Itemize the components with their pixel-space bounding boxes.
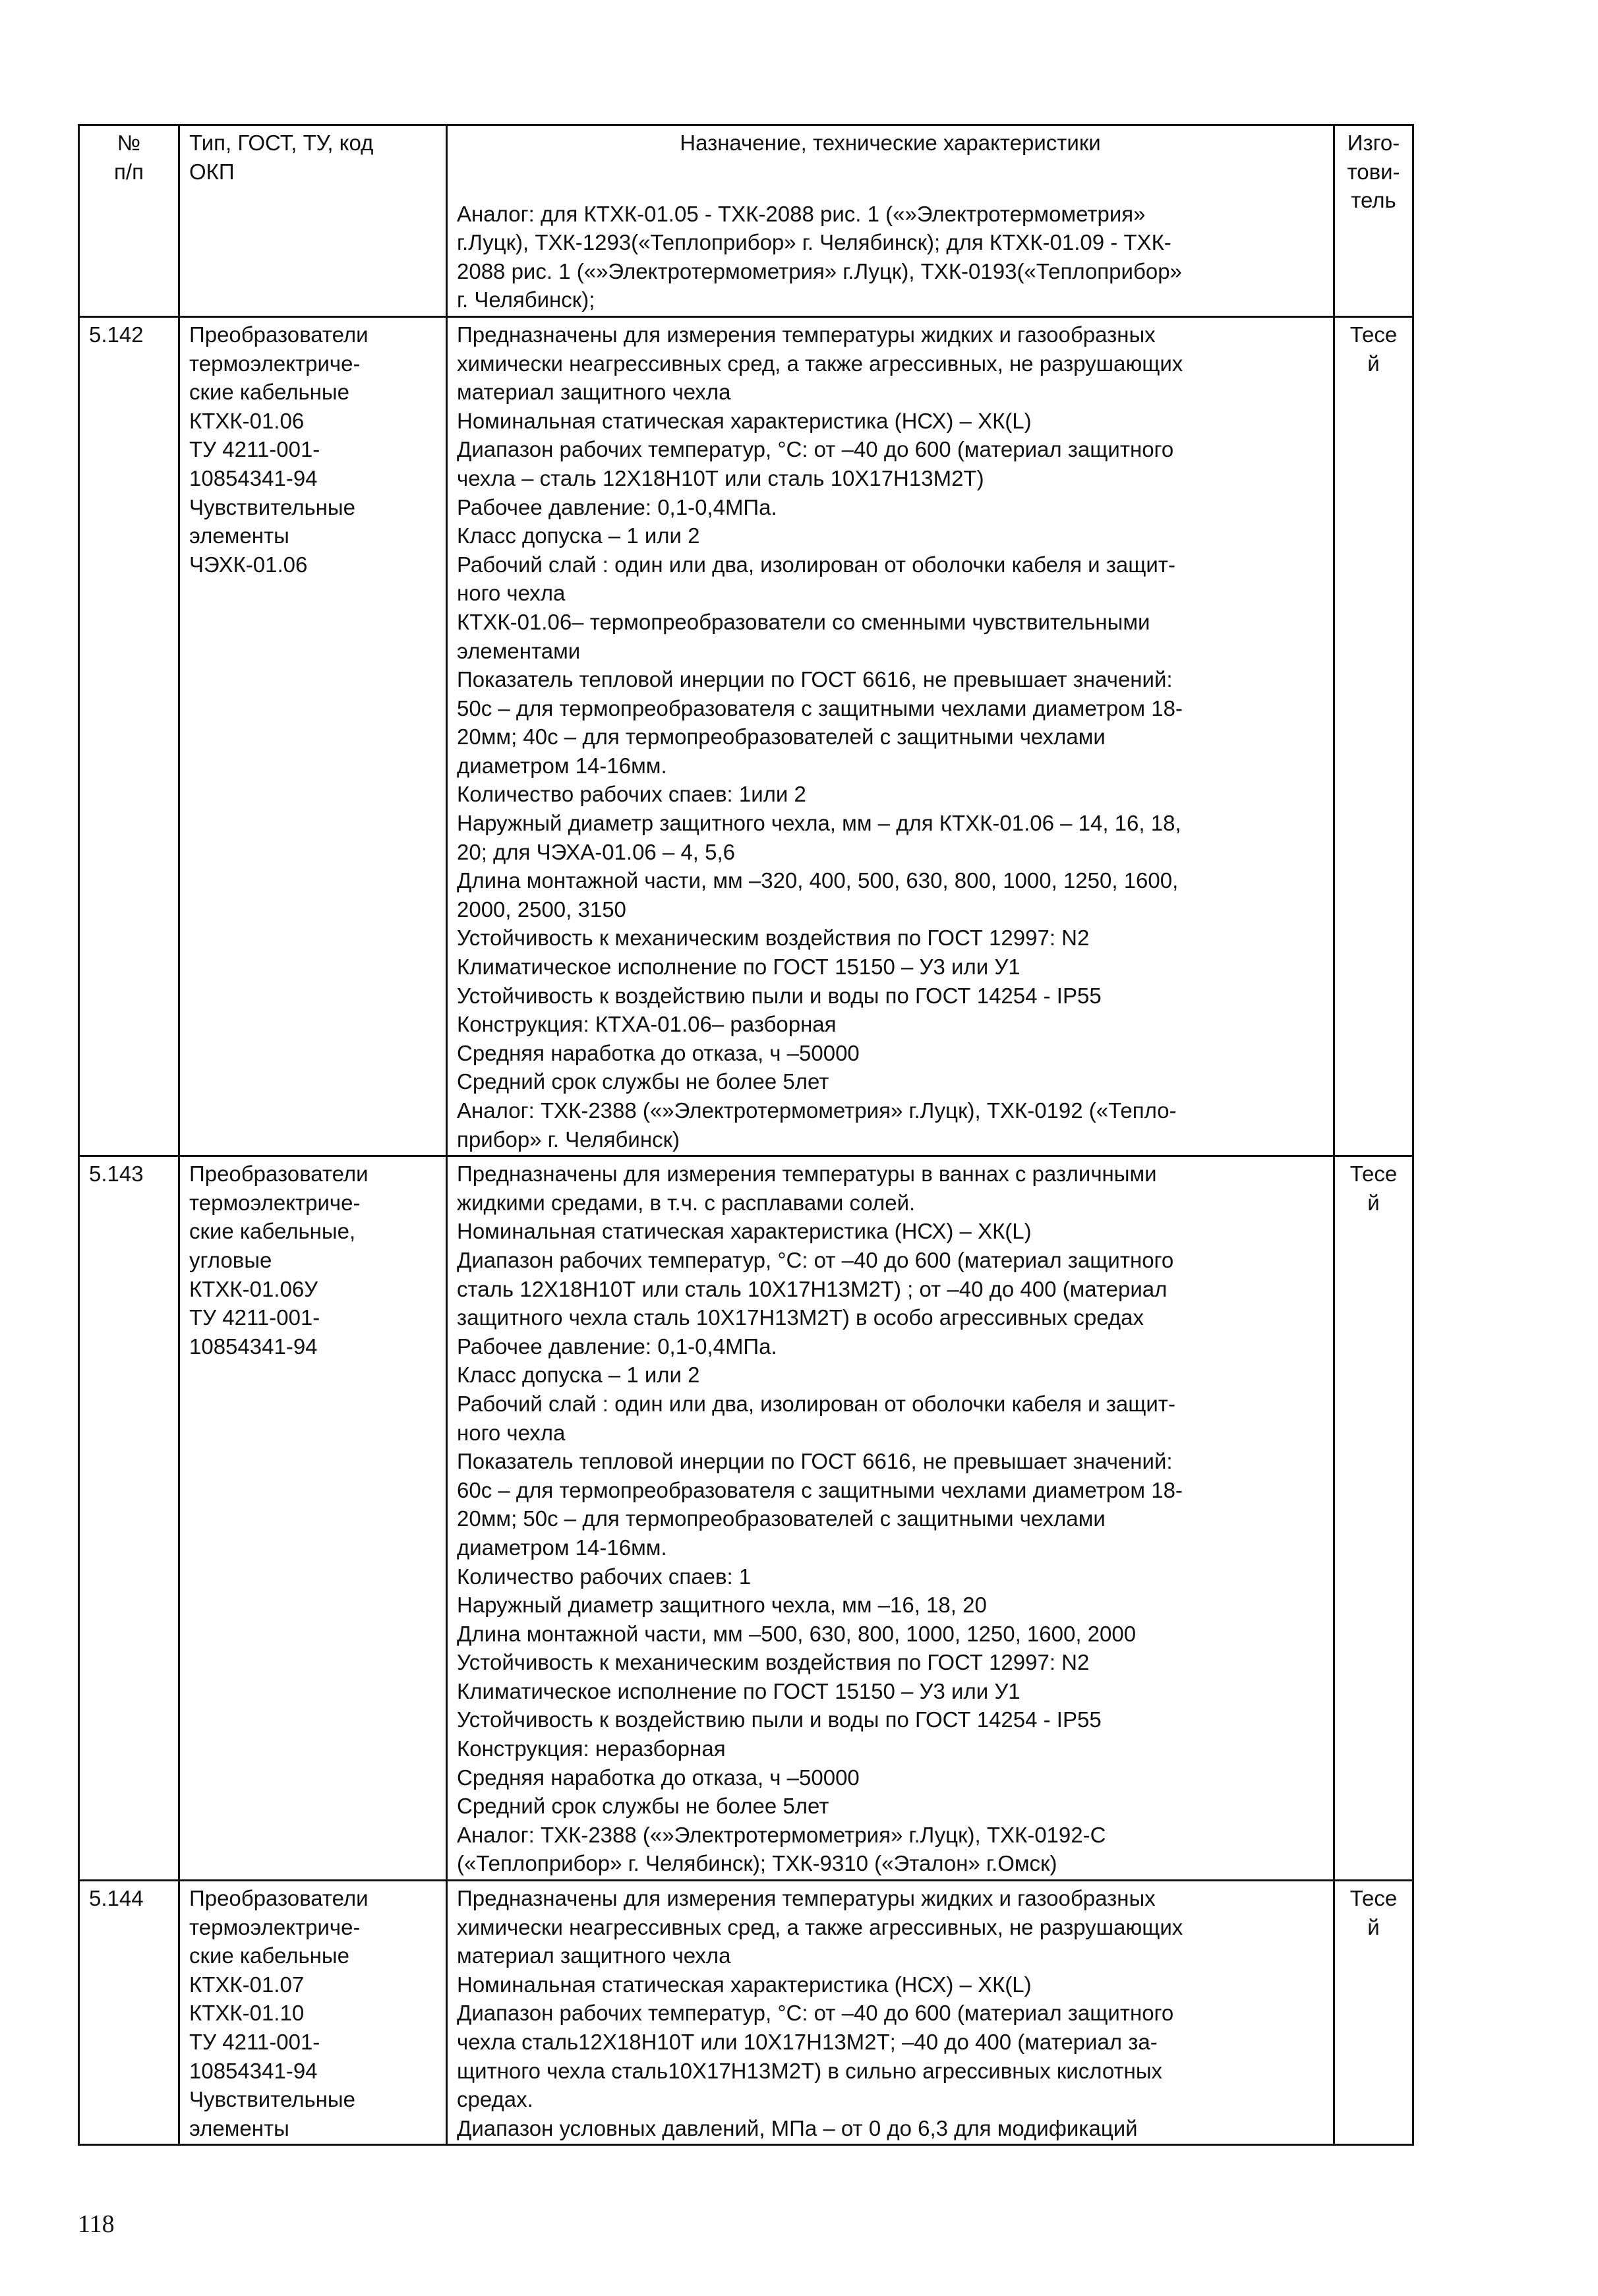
text-line: диаметром 14-16мм. bbox=[457, 753, 667, 778]
text-line: 20мм; 50с – для термопреобразователей с защитными чехлами bbox=[457, 1506, 1106, 1531]
text-line: ские кабельные bbox=[189, 380, 349, 405]
continued-analog-text: Аналог: для КТХК-01.05 - ТХК-2088 рис. 1 («»Электротермометрия» г.Луцк), ТХК-1293(«Теплоприбор» г. Челябинск); для КТХК-01.09 - ТХК- 2088 рис. 1 («»Электротермометрия» г.Луцк), ТХК-0193(«Теплоприбор» г. Челябинск); bbox=[457, 201, 1182, 312]
text-line: Класс допуска – 1 или 2 bbox=[457, 523, 700, 548]
text-line: элементы bbox=[189, 523, 289, 548]
text-line: Количество рабочих спаев: 1или 2 bbox=[457, 782, 806, 807]
text-line: щитного чехла сталь10Х17Н13М2Т) в сильно агрессивных кислотных bbox=[457, 2058, 1163, 2083]
text-line: защитного чехла сталь 10Х17Н13М2Т) в особо агрессивных средах bbox=[457, 1305, 1144, 1330]
text-line: Преобразователи bbox=[189, 1162, 369, 1187]
text-line: 2000, 2500, 3150 bbox=[457, 897, 626, 922]
text-line: Предназначены для измерения температуры жидких и газообразных bbox=[457, 1886, 1156, 1911]
text-line: Рабочее давление: 0,1-0,4МПа. bbox=[457, 1334, 777, 1359]
text-line: Рабочий слай : один или два, изолирован от оболочки кабеля и защит- bbox=[457, 552, 1175, 577]
text-line: Предназначены для измерения температуры в ваннах с различными bbox=[457, 1162, 1157, 1187]
text-line: Номинальная статическая характеристика (НСХ) – ХК(L) bbox=[457, 1219, 1032, 1244]
text-line: Устойчивость к механическим воздействия по ГОСТ 12997: N2 bbox=[457, 1650, 1090, 1675]
text-line: ТУ 4211-001- bbox=[189, 2030, 320, 2054]
text-line: диаметром 14-16мм. bbox=[457, 1535, 667, 1560]
text-line: 20мм; 40с – для термопреобразователей с защитными чехлами bbox=[457, 724, 1106, 750]
text-line: химически неагрессивных сред, а также агрессивных, не разрушающих bbox=[457, 1914, 1183, 1939]
header-desc-title: Назначение, технические характеристики bbox=[680, 131, 1101, 155]
text-line: ские кабельные, bbox=[189, 1219, 356, 1244]
header-no: № п/п bbox=[79, 125, 179, 317]
text-line: («Теплоприбор» г. Челябинск); ТХК-9310 («Эталон» г.Омск) bbox=[457, 1851, 1057, 1876]
text-line: элементы bbox=[189, 2115, 289, 2140]
table-row bbox=[79, 1156, 1413, 1881]
text-line: Предназначены для измерения температуры жидких и газообразных bbox=[457, 322, 1156, 347]
text-line: Чувствительные bbox=[189, 2087, 355, 2112]
text-line: ЧЭХК-01.06 bbox=[189, 552, 308, 577]
text-line: Преобразователи bbox=[189, 322, 369, 347]
row-manufacturer: Тесей bbox=[1334, 316, 1413, 1156]
text-line: 60с – для термопреобразователя с защитными чехлами диаметром 18- bbox=[457, 1477, 1183, 1502]
row-description bbox=[447, 1881, 1334, 2145]
text-line: Диапазон условных давлений, МПа – от 0 до 6,3 для модификаций bbox=[457, 2115, 1138, 2140]
text-line: Аналог: ТХК-2388 («»Электротермометрия» г.Луцк), ТХК-0192-С bbox=[457, 1822, 1106, 1847]
text-line: КТХК-01.10 bbox=[189, 2001, 305, 2026]
text-line: Чувствительные bbox=[189, 494, 355, 519]
text-line: Показатель тепловой инерции по ГОСТ 6616, не превышает значений: bbox=[457, 1449, 1173, 1474]
text-line: Климатическое исполнение по ГОСТ 15150 – У3 или У1 bbox=[457, 1678, 1021, 1703]
text-line: 20; для ЧЭХА-01.06 – 4, 5,6 bbox=[457, 839, 736, 864]
text-line: КТХК-01.06 bbox=[189, 408, 305, 433]
text-line: Диапазон рабочих температур, °С: от –40 до 600 (материал защитного bbox=[457, 437, 1174, 462]
text-line: угловые bbox=[189, 1247, 272, 1272]
text-line: материал защитного чехла bbox=[457, 1943, 731, 1968]
text-line: Устойчивость к воздействию пыли и воды по ГОСТ 14254 - IP55 bbox=[457, 983, 1102, 1008]
text-line: Конструкция: неразборная bbox=[457, 1736, 726, 1761]
row-number: 5.142 bbox=[79, 316, 179, 1156]
text-line: Средняя наработка до отказа, ч –50000 bbox=[457, 1765, 860, 1790]
text-line: Класс допуска – 1 или 2 bbox=[457, 1363, 700, 1388]
row-number: 5.144 bbox=[79, 1881, 179, 2145]
text-line: ТУ 4211-001- bbox=[189, 1305, 320, 1330]
text-line: Длина монтажной части, мм –320, 400, 500, 630, 800, 1000, 1250, 1600, bbox=[457, 868, 1179, 893]
text-line: Номинальная статическая характеристика (НСХ) – ХК(L) bbox=[457, 1972, 1032, 1997]
text-line: 50с – для термопреобразователя с защитными чехлами диаметром 18- bbox=[457, 695, 1183, 721]
table-row bbox=[79, 1881, 1413, 2145]
text-line: элементами bbox=[457, 638, 581, 663]
text-line: Устойчивость к воздействию пыли и воды по ГОСТ 14254 - IP55 bbox=[457, 1707, 1102, 1732]
text-line: материал защитного чехла bbox=[457, 380, 731, 405]
text-line: КТХК-01.06У bbox=[189, 1276, 318, 1301]
page-number: 118 bbox=[78, 2210, 115, 2238]
text-line: 10854341-94 bbox=[189, 465, 318, 490]
header-type: Тип, ГОСТ, ТУ, код ОКП bbox=[179, 125, 447, 317]
text-line: ного чехла bbox=[457, 581, 566, 606]
row-type bbox=[179, 1881, 447, 2145]
text-line: Показатель тепловой инерции по ГОСТ 6616, не превышает значений: bbox=[457, 667, 1173, 692]
row-type bbox=[179, 316, 447, 1156]
header-row bbox=[79, 125, 1413, 317]
text-line: Преобразователи bbox=[189, 1886, 369, 1911]
text-line: термоэлектриче- bbox=[189, 1190, 361, 1215]
text-line: Средний срок службы не более 5лет bbox=[457, 1794, 829, 1819]
text-line: 10854341-94 bbox=[189, 2058, 318, 2083]
text-line: 10854341-94 bbox=[189, 1334, 318, 1359]
text-line: термоэлектриче- bbox=[189, 351, 361, 376]
table-row bbox=[79, 316, 1413, 1156]
text-line: химически неагрессивных сред, а также агрессивных, не разрушающих bbox=[457, 351, 1183, 376]
text-line: Номинальная статическая характеристика (НСХ) – ХК(L) bbox=[457, 408, 1032, 433]
text-line: сталь 12Х18Н10Т или сталь 10Х17Н13М2Т) ; от –40 до 400 (материал bbox=[457, 1276, 1168, 1301]
text-line: КТХК-01.06– термопреобразователи со сменными чувствительными bbox=[457, 609, 1150, 634]
spec-table bbox=[78, 124, 1414, 2146]
text-line: термоэлектриче- bbox=[189, 1914, 361, 1939]
text-line: Устойчивость к механическим воздействия по ГОСТ 12997: N2 bbox=[457, 926, 1090, 951]
row-number: 5.143 bbox=[79, 1156, 179, 1881]
text-line: Средний срок службы не более 5лет bbox=[457, 1069, 829, 1094]
text-line: Аналог: ТХК-2388 («»Электротермометрия» г.Луцк), ТХК-0192 («Тепло- bbox=[457, 1098, 1177, 1123]
text-line: Количество рабочих спаев: 1 bbox=[457, 1564, 752, 1589]
text-line: Рабочее давление: 0,1-0,4МПа. bbox=[457, 494, 777, 519]
text-line: Диапазон рабочих температур, °С: от –40 до 600 (материал защитного bbox=[457, 2001, 1174, 2026]
row-type bbox=[179, 1156, 447, 1881]
text-line: ного чехла bbox=[457, 1420, 566, 1445]
text-line: Климатическое исполнение по ГОСТ 15150 – У3 или У1 bbox=[457, 955, 1021, 980]
text-line: чехла – сталь 12Х18Н10Т или сталь 10Х17Н13М2Т) bbox=[457, 465, 984, 490]
text-line: Диапазон рабочих температур, °С: от –40 до 600 (материал защитного bbox=[457, 1247, 1174, 1272]
text-line: средах. bbox=[457, 2087, 533, 2112]
text-line: Наружный диаметр защитного чехла, мм – для КТХК-01.06 – 14, 16, 18, bbox=[457, 811, 1181, 836]
text-line: ские кабельные bbox=[189, 1943, 349, 1968]
text-line: жидкими средами, в т.ч. с расплавами солей. bbox=[457, 1190, 916, 1215]
text-line: ТУ 4211-001- bbox=[189, 437, 320, 462]
text-line: Длина монтажной части, мм –500, 630, 800, 1000, 1250, 1600, 2000 bbox=[457, 1621, 1137, 1646]
header-desc bbox=[447, 125, 1334, 317]
row-manufacturer: Тесей bbox=[1334, 1881, 1413, 2145]
header-maker: Изго- тови- тель bbox=[1334, 125, 1413, 317]
text-line: прибор» г. Челябинск) bbox=[457, 1127, 680, 1152]
text-line: Конструкция: КТХА-01.06– разборная bbox=[457, 1012, 837, 1037]
row-description bbox=[447, 316, 1334, 1156]
row-description bbox=[447, 1156, 1334, 1881]
text-line: Наружный диаметр защитного чехла, мм –16, 18, 20 bbox=[457, 1593, 987, 1618]
row-manufacturer: Тесей bbox=[1334, 1156, 1413, 1881]
text-line: Средняя наработка до отказа, ч –50000 bbox=[457, 1040, 860, 1065]
text-line: Рабочий слай : один или два, изолирован от оболочки кабеля и защит- bbox=[457, 1391, 1175, 1416]
text-line: чехла сталь12Х18Н10Т или 10Х17Н13М2Т; –40 до 400 (материал за- bbox=[457, 2030, 1158, 2054]
text-line: КТХК-01.07 bbox=[189, 1972, 305, 1997]
